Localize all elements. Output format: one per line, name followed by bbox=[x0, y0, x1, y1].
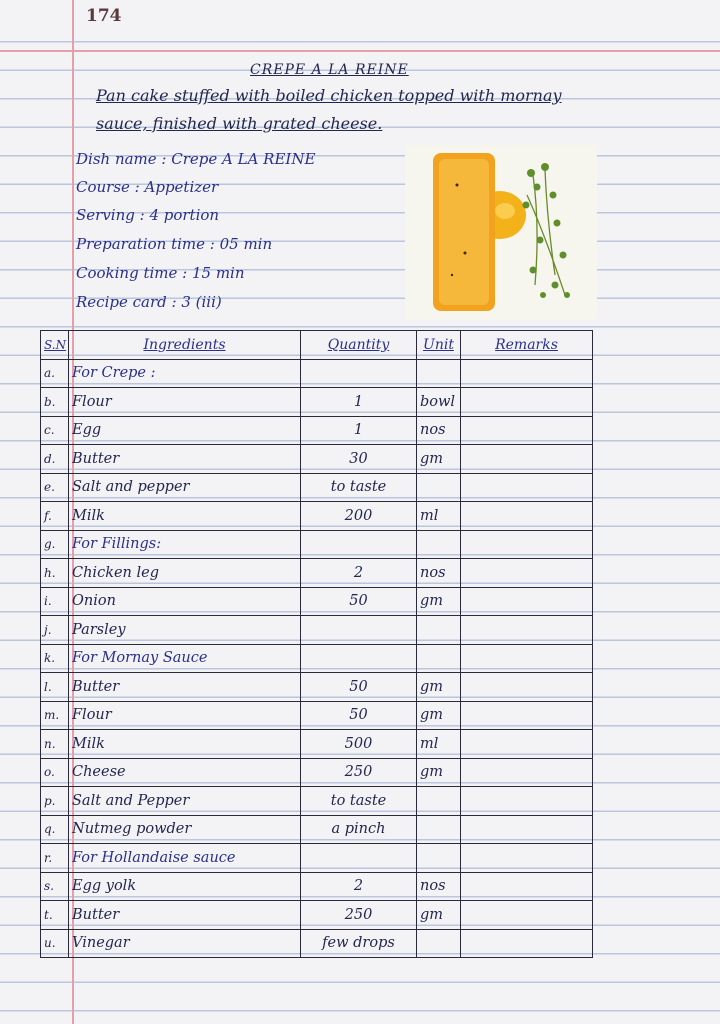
row-remarks bbox=[461, 502, 593, 531]
table-row bbox=[41, 787, 593, 816]
row-remarks bbox=[461, 359, 593, 388]
table-row bbox=[41, 616, 593, 645]
row-quantity: to taste bbox=[301, 473, 417, 502]
row-quantity: 2 bbox=[301, 872, 417, 901]
row-unit: gm bbox=[417, 901, 461, 930]
row-unit: nos bbox=[417, 872, 461, 901]
row-ingredient: For Hollandaise sauce bbox=[69, 844, 301, 873]
row-sn: l. bbox=[41, 673, 69, 702]
row-remarks bbox=[461, 844, 593, 873]
row-ingredient: Salt and pepper bbox=[69, 473, 301, 502]
header-unit: Unit bbox=[417, 331, 461, 360]
row-unit bbox=[417, 787, 461, 816]
recipe-card: Recipe card : 3 (iii) bbox=[76, 293, 222, 311]
row-unit: bowl bbox=[417, 388, 461, 417]
header-sn: S.N bbox=[41, 331, 69, 360]
row-sn: n. bbox=[41, 730, 69, 759]
header-quantity: Quantity bbox=[301, 331, 417, 360]
row-remarks bbox=[461, 616, 593, 645]
row-quantity: a pinch bbox=[301, 815, 417, 844]
row-quantity: 1 bbox=[301, 388, 417, 417]
row-quantity: 200 bbox=[301, 502, 417, 531]
table-row bbox=[41, 872, 593, 901]
row-remarks bbox=[461, 559, 593, 588]
recipe-description-line2: sauce, finished with grated cheese. bbox=[96, 114, 383, 133]
row-remarks bbox=[461, 815, 593, 844]
row-ingredient: Chicken leg bbox=[69, 559, 301, 588]
row-unit: ml bbox=[417, 730, 461, 759]
row-remarks bbox=[461, 787, 593, 816]
row-sn: b. bbox=[41, 388, 69, 417]
row-quantity: few drops bbox=[301, 929, 417, 958]
row-quantity: 250 bbox=[301, 758, 417, 787]
row-unit bbox=[417, 530, 461, 559]
row-unit: nos bbox=[417, 559, 461, 588]
row-remarks bbox=[461, 644, 593, 673]
row-ingredient: For Fillings: bbox=[69, 530, 301, 559]
row-ingredient: Butter bbox=[69, 445, 301, 474]
row-ingredient: Parsley bbox=[69, 616, 301, 645]
row-unit bbox=[417, 473, 461, 502]
row-sn: s. bbox=[41, 872, 69, 901]
row-quantity: 2 bbox=[301, 559, 417, 588]
row-remarks bbox=[461, 416, 593, 445]
table-row bbox=[41, 730, 593, 759]
table-row bbox=[41, 758, 593, 787]
row-remarks bbox=[461, 673, 593, 702]
section-row bbox=[41, 359, 593, 388]
row-unit bbox=[417, 616, 461, 645]
row-remarks bbox=[461, 872, 593, 901]
table-row bbox=[41, 502, 593, 531]
row-sn: m. bbox=[41, 701, 69, 730]
row-unit: gm bbox=[417, 445, 461, 474]
row-remarks bbox=[461, 730, 593, 759]
row-remarks bbox=[461, 530, 593, 559]
table-row bbox=[41, 416, 593, 445]
row-sn: d. bbox=[41, 445, 69, 474]
row-sn: r. bbox=[41, 844, 69, 873]
ingredient-rows bbox=[41, 359, 593, 958]
section-row bbox=[41, 844, 593, 873]
row-ingredient: Salt and Pepper bbox=[69, 787, 301, 816]
row-sn: p. bbox=[41, 787, 69, 816]
row-quantity: 1 bbox=[301, 416, 417, 445]
course: Course : Appetizer bbox=[76, 178, 219, 196]
row-ingredient: Egg yolk bbox=[69, 872, 301, 901]
row-quantity bbox=[301, 644, 417, 673]
row-sn: f. bbox=[41, 502, 69, 531]
row-sn: a. bbox=[41, 359, 69, 388]
table-row bbox=[41, 559, 593, 588]
row-quantity: to taste bbox=[301, 787, 417, 816]
row-quantity bbox=[301, 616, 417, 645]
header-ingredients: Ingredients bbox=[69, 331, 301, 360]
row-quantity bbox=[301, 844, 417, 873]
row-quantity: 30 bbox=[301, 445, 417, 474]
row-ingredient: Flour bbox=[69, 701, 301, 730]
row-quantity bbox=[301, 359, 417, 388]
row-quantity bbox=[301, 530, 417, 559]
row-quantity: 50 bbox=[301, 701, 417, 730]
row-sn: e. bbox=[41, 473, 69, 502]
row-quantity: 250 bbox=[301, 901, 417, 930]
row-sn: c. bbox=[41, 416, 69, 445]
recipe-description-line1: Pan cake stuffed with boiled chicken topped with mornay bbox=[96, 86, 562, 105]
section-row bbox=[41, 644, 593, 673]
crepe-image bbox=[405, 145, 597, 320]
row-remarks bbox=[461, 901, 593, 930]
row-remarks bbox=[461, 445, 593, 474]
row-unit bbox=[417, 359, 461, 388]
table-row bbox=[41, 701, 593, 730]
row-unit: gm bbox=[417, 758, 461, 787]
serving: Serving : 4 portion bbox=[76, 206, 220, 224]
row-unit bbox=[417, 644, 461, 673]
row-ingredient: Cheese bbox=[69, 758, 301, 787]
row-ingredient: Onion bbox=[69, 587, 301, 616]
row-unit: ml bbox=[417, 502, 461, 531]
row-sn: g. bbox=[41, 530, 69, 559]
table-row bbox=[41, 929, 593, 958]
row-unit: gm bbox=[417, 673, 461, 702]
row-ingredient: Flour bbox=[69, 388, 301, 417]
table-row bbox=[41, 445, 593, 474]
row-unit bbox=[417, 929, 461, 958]
row-unit bbox=[417, 815, 461, 844]
row-quantity: 500 bbox=[301, 730, 417, 759]
row-quantity: 50 bbox=[301, 673, 417, 702]
table-row bbox=[41, 587, 593, 616]
row-sn: t. bbox=[41, 901, 69, 930]
row-ingredient: For Crepe : bbox=[69, 359, 301, 388]
ingredients-table bbox=[40, 330, 593, 958]
preparation-time: Preparation time : 05 min bbox=[76, 235, 273, 253]
row-ingredient: Vinegar bbox=[69, 929, 301, 958]
page-number: 174 bbox=[86, 6, 122, 26]
row-unit: gm bbox=[417, 587, 461, 616]
table-row bbox=[41, 815, 593, 844]
row-sn: h. bbox=[41, 559, 69, 588]
row-unit: nos bbox=[417, 416, 461, 445]
row-unit: gm bbox=[417, 701, 461, 730]
row-ingredient: Butter bbox=[69, 901, 301, 930]
row-ingredient: For Mornay Sauce bbox=[69, 644, 301, 673]
row-sn: u. bbox=[41, 929, 69, 958]
table-row bbox=[41, 901, 593, 930]
dish-name: Dish name : Crepe A LA REINE bbox=[76, 150, 316, 168]
row-remarks bbox=[461, 929, 593, 958]
row-sn: q. bbox=[41, 815, 69, 844]
row-sn: i. bbox=[41, 587, 69, 616]
row-sn: j. bbox=[41, 616, 69, 645]
table-row bbox=[41, 473, 593, 502]
row-remarks bbox=[461, 701, 593, 730]
row-ingredient: Milk bbox=[69, 502, 301, 531]
table-header-row bbox=[41, 331, 593, 360]
row-sn: o. bbox=[41, 758, 69, 787]
row-ingredient: Egg bbox=[69, 416, 301, 445]
row-ingredient: Butter bbox=[69, 673, 301, 702]
row-sn: k. bbox=[41, 644, 69, 673]
row-remarks bbox=[461, 473, 593, 502]
table-row bbox=[41, 388, 593, 417]
recipe-title: CREPE A LA REINE bbox=[250, 62, 409, 78]
row-remarks bbox=[461, 758, 593, 787]
header-line bbox=[0, 50, 720, 52]
row-remarks bbox=[461, 388, 593, 417]
row-remarks bbox=[461, 587, 593, 616]
row-unit bbox=[417, 844, 461, 873]
row-ingredient: Milk bbox=[69, 730, 301, 759]
dish-photo bbox=[405, 145, 597, 320]
section-row bbox=[41, 530, 593, 559]
row-quantity: 50 bbox=[301, 587, 417, 616]
cooking-time: Cooking time : 15 min bbox=[76, 264, 245, 282]
header-remarks: Remarks bbox=[461, 331, 593, 360]
table-row bbox=[41, 673, 593, 702]
row-ingredient: Nutmeg powder bbox=[69, 815, 301, 844]
